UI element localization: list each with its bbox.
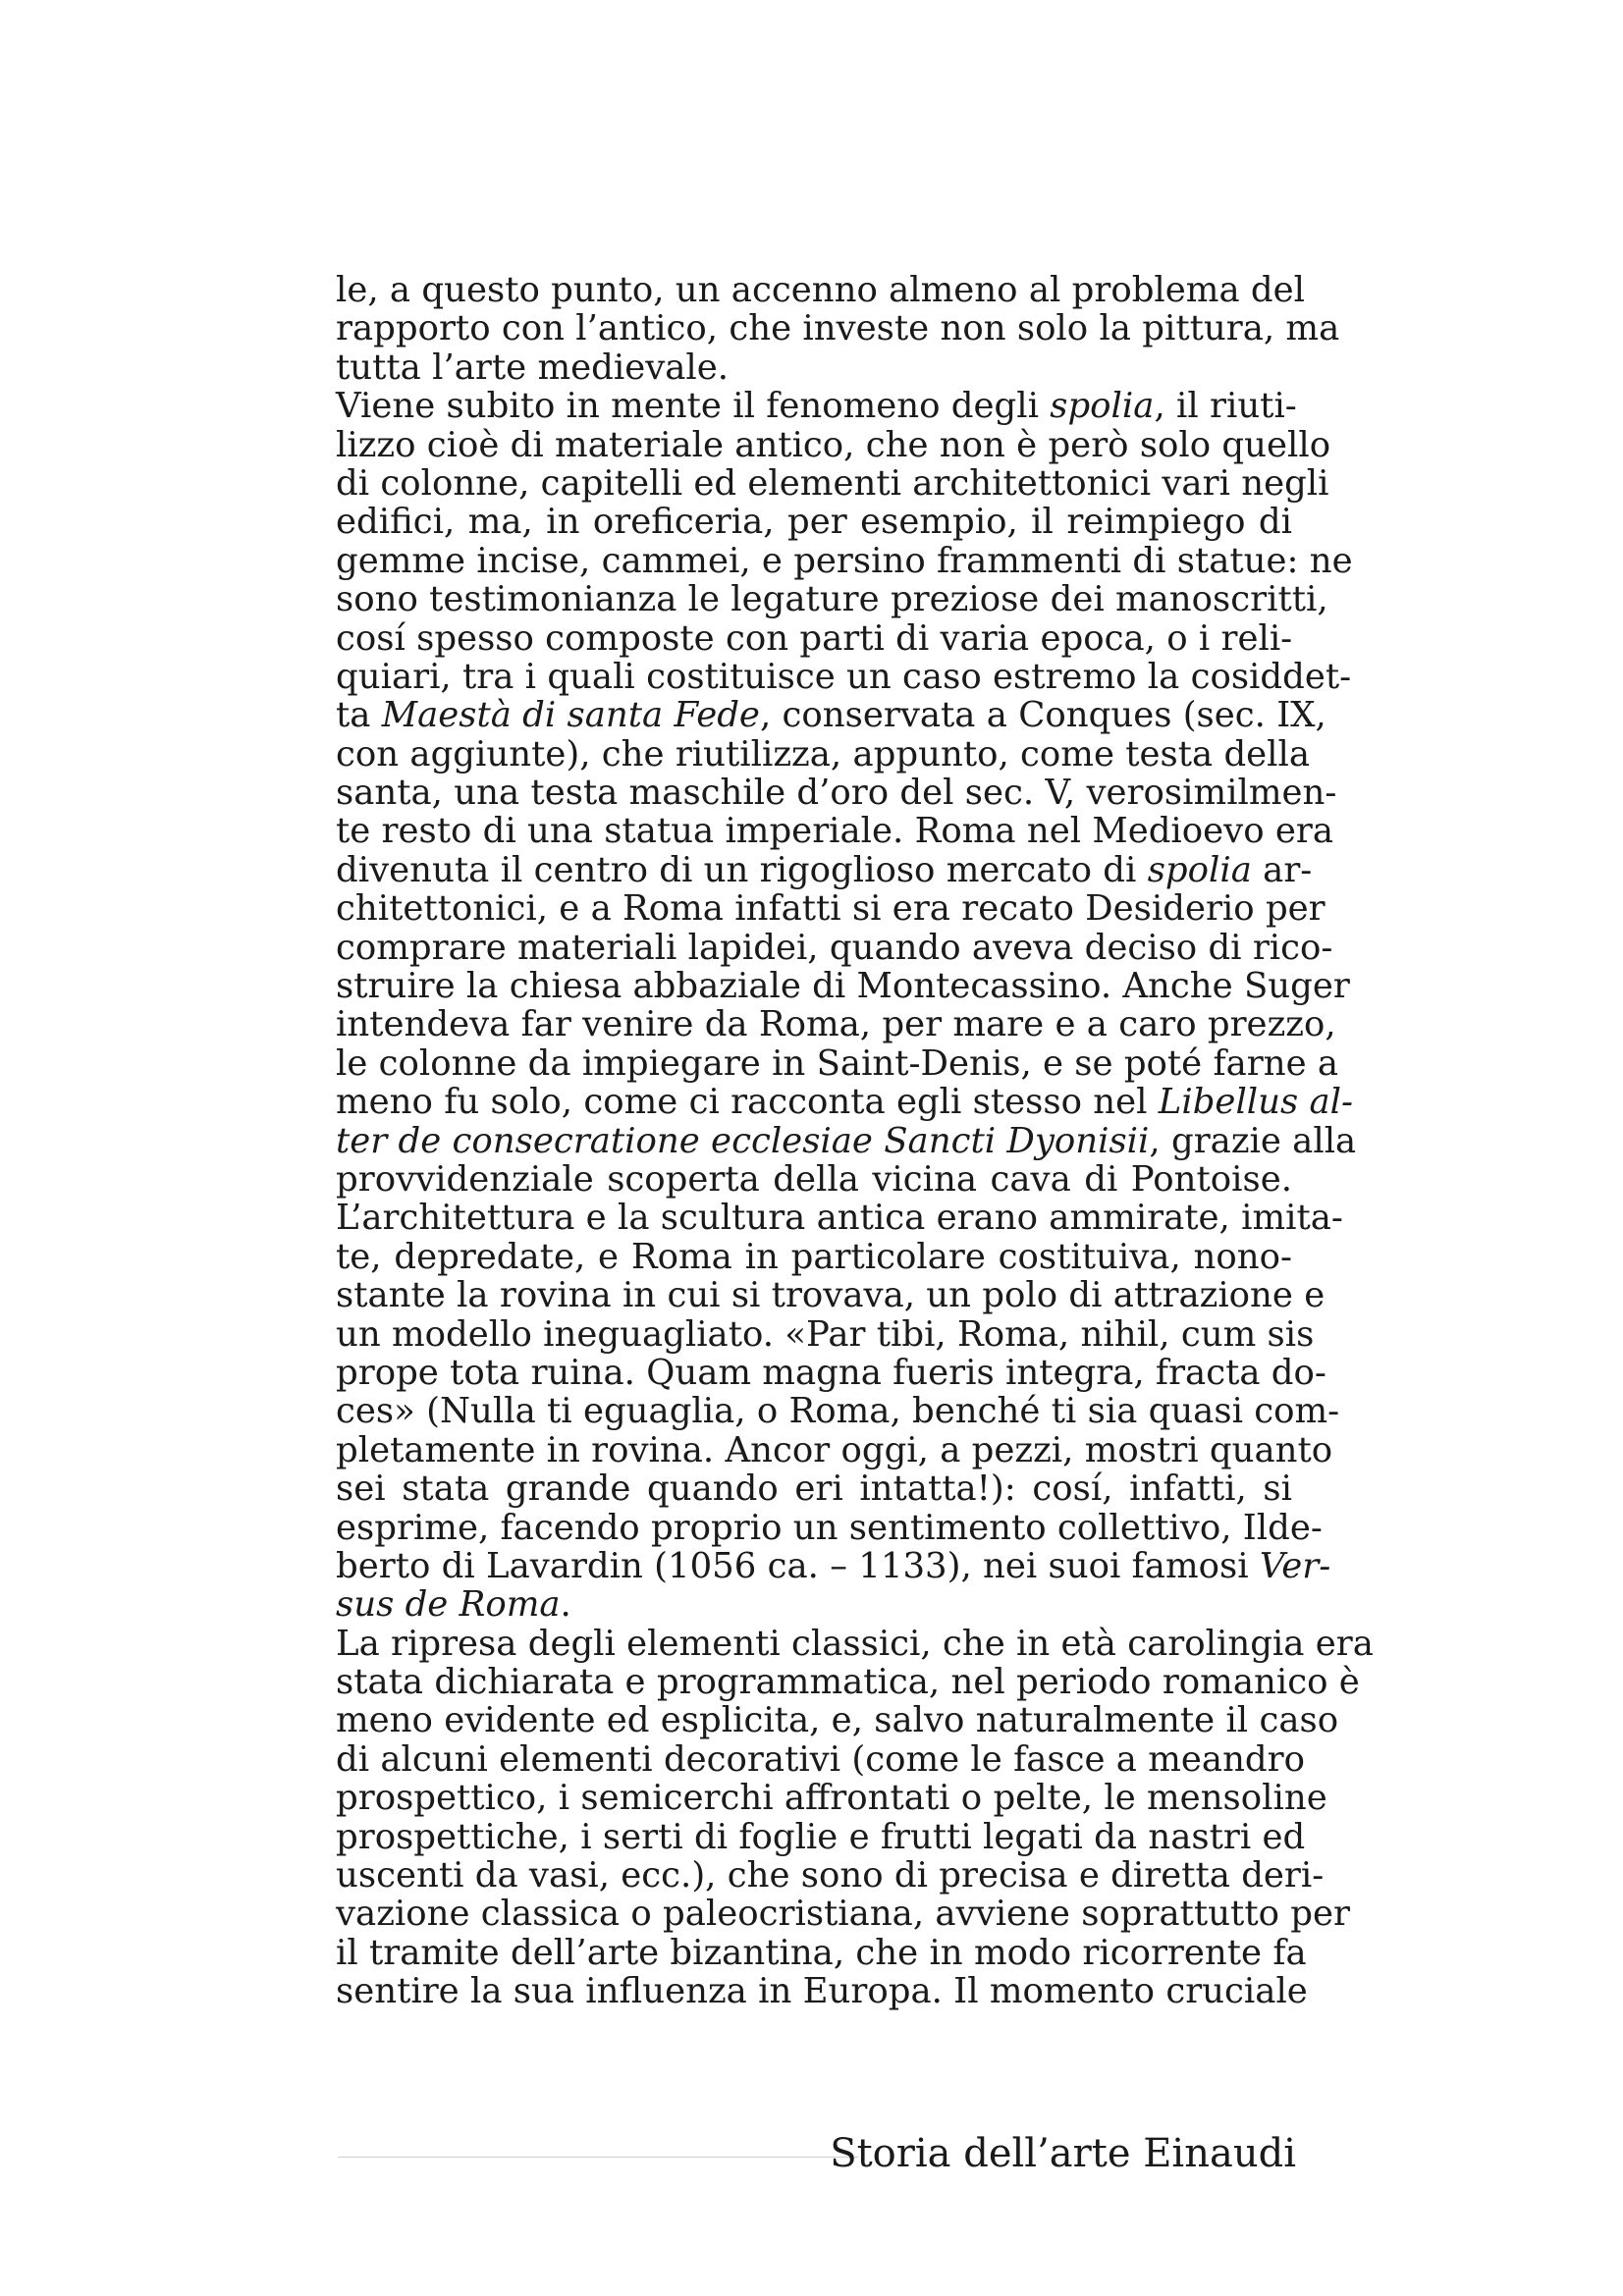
text-line: lizzo cioè di materiale antico, che non è però solo quello: [336, 424, 1331, 465]
text-line: gemme incise, cammei, e persino frammenti di statue: ne: [336, 540, 1353, 581]
text-line: struire la chiesa abbaziale di Montecassino. Anche Suger: [336, 966, 1350, 1007]
text-line: uscenti da vasi, ecc.), che sono di precisa e diretta deri-: [336, 1855, 1325, 1896]
text-line: Viene subito in mente il fenomeno degli spolia, il riuti-: [336, 386, 1297, 427]
text-line: intendeva far venire da Roma, per mare e a caro prezzo,: [336, 1004, 1336, 1045]
text-line: ces» (Nulla ti eguaglia, o Roma, benché ti sia quasi com-: [336, 1391, 1340, 1432]
text-line: quiari, tra i quali costituisce un caso estremo la cosiddet-: [336, 656, 1352, 697]
text-line: meno fu solo, come ci racconta egli stesso nel Libellus al-: [336, 1082, 1354, 1123]
text-line: con aggiunte), che riutilizza, appunto, come testa della: [336, 733, 1311, 774]
text-line: un modello ineguagliato. «Par tibi, Roma, nihil, cum sis: [336, 1313, 1315, 1355]
text-line: prospettiche, i serti di foglie e frutti legati da nastri ed: [336, 1816, 1306, 1857]
text-line: sei stata grande quando eri intatta!): cosí, infatti, si: [336, 1468, 1292, 1510]
text-line: L’architettura e la scultura antica erano ammirate, imita-: [336, 1198, 1343, 1239]
text-line: divenuta il centro di un rigoglioso mercato di spolia ar-: [336, 849, 1313, 890]
text-line: di colonne, capitelli ed elementi architettonici vari negli: [336, 462, 1329, 504]
text-line: stata dichiarata e programmatica, nel periodo romanico è: [336, 1662, 1360, 1703]
text-line: le colonne da impiegare in Saint-Denis, e se poté farne a: [336, 1042, 1339, 1084]
text-line: prope tota ruina. Quam magna fueris integra, fracta do-: [336, 1352, 1326, 1393]
text-line: il tramite dell’arte bizantina, che in modo ricorrente fa: [336, 1932, 1307, 1973]
text-line: comprare materiali lapidei, quando aveva deciso di rico-: [336, 927, 1333, 968]
footer-rule: [338, 2157, 858, 2158]
text-line: cosí spesso composte con parti di varia epoca, o i reli-: [336, 617, 1293, 659]
text-line: chitettonici, e a Roma infatti si era recato Desiderio per: [336, 888, 1325, 930]
text-line: di alcuni elementi decorativi (come le fasce a meandro: [336, 1738, 1305, 1780]
text-line: stante la rovina in cui si trovava, un polo di attrazione e: [336, 1275, 1325, 1316]
text-line: sono testimonianza le legature preziose dei manoscritti,: [336, 579, 1328, 620]
text-line: tutta l’arte medievale.: [336, 347, 730, 388]
text-line: te, depredate, e Roma in particolare costituiva, nono-: [336, 1236, 1292, 1277]
text-line: pletamente in rovina. Ancor oggi, a pezzi, mostri quanto: [336, 1429, 1333, 1470]
text-line: vazione classica o paleocristiana, avviene soprattutto per: [336, 1894, 1350, 1935]
text-line: ter de consecratione ecclesiae Sancti Dyonisii, grazie alla: [336, 1120, 1357, 1161]
text-line: ta Maestà di santa Fede, conservata a Conques (sec. IX,: [336, 695, 1326, 736]
text-line: rapporto con l’antico, che investe non solo la pittura, ma: [336, 308, 1340, 349]
text-line: te resto di una statua imperiale. Roma nel Medioevo era: [336, 811, 1334, 852]
text-line: provvidenziale scoperta della vicina cava di Pontoise.: [336, 1158, 1292, 1200]
text-line: meno evidente ed esplicita, e, salvo naturalmente il caso: [336, 1700, 1339, 1741]
footer-title: Storia dell’arte Einaudi: [830, 2131, 1296, 2176]
text-line: esprime, facendo proprio un sentimento collettivo, Ilde-: [336, 1507, 1323, 1548]
text-line: le, a questo punto, un accenno almeno al problema del: [336, 270, 1305, 310]
text-line: berto di Lavardin (1056 ca. – 1133), nei suoi famosi Ver-: [336, 1545, 1331, 1586]
text-line: prospettico, i semicerchi affrontati o pelte, le mensoline: [336, 1778, 1327, 1819]
text-line: sus de Roma.: [336, 1584, 571, 1626]
body-text: [336, 270, 1374, 2012]
text-line: La ripresa degli elementi classici, che in età carolingia era: [336, 1623, 1374, 1664]
text-line: sentire la sua influenza in Europa. Il momento cruciale: [336, 1971, 1308, 2012]
text-line: santa, una testa maschile d’oro del sec. V, verosimilmen-: [336, 773, 1337, 814]
text-line: edifici, ma, in oreficeria, per esempio, il reimpiego di: [336, 502, 1292, 543]
